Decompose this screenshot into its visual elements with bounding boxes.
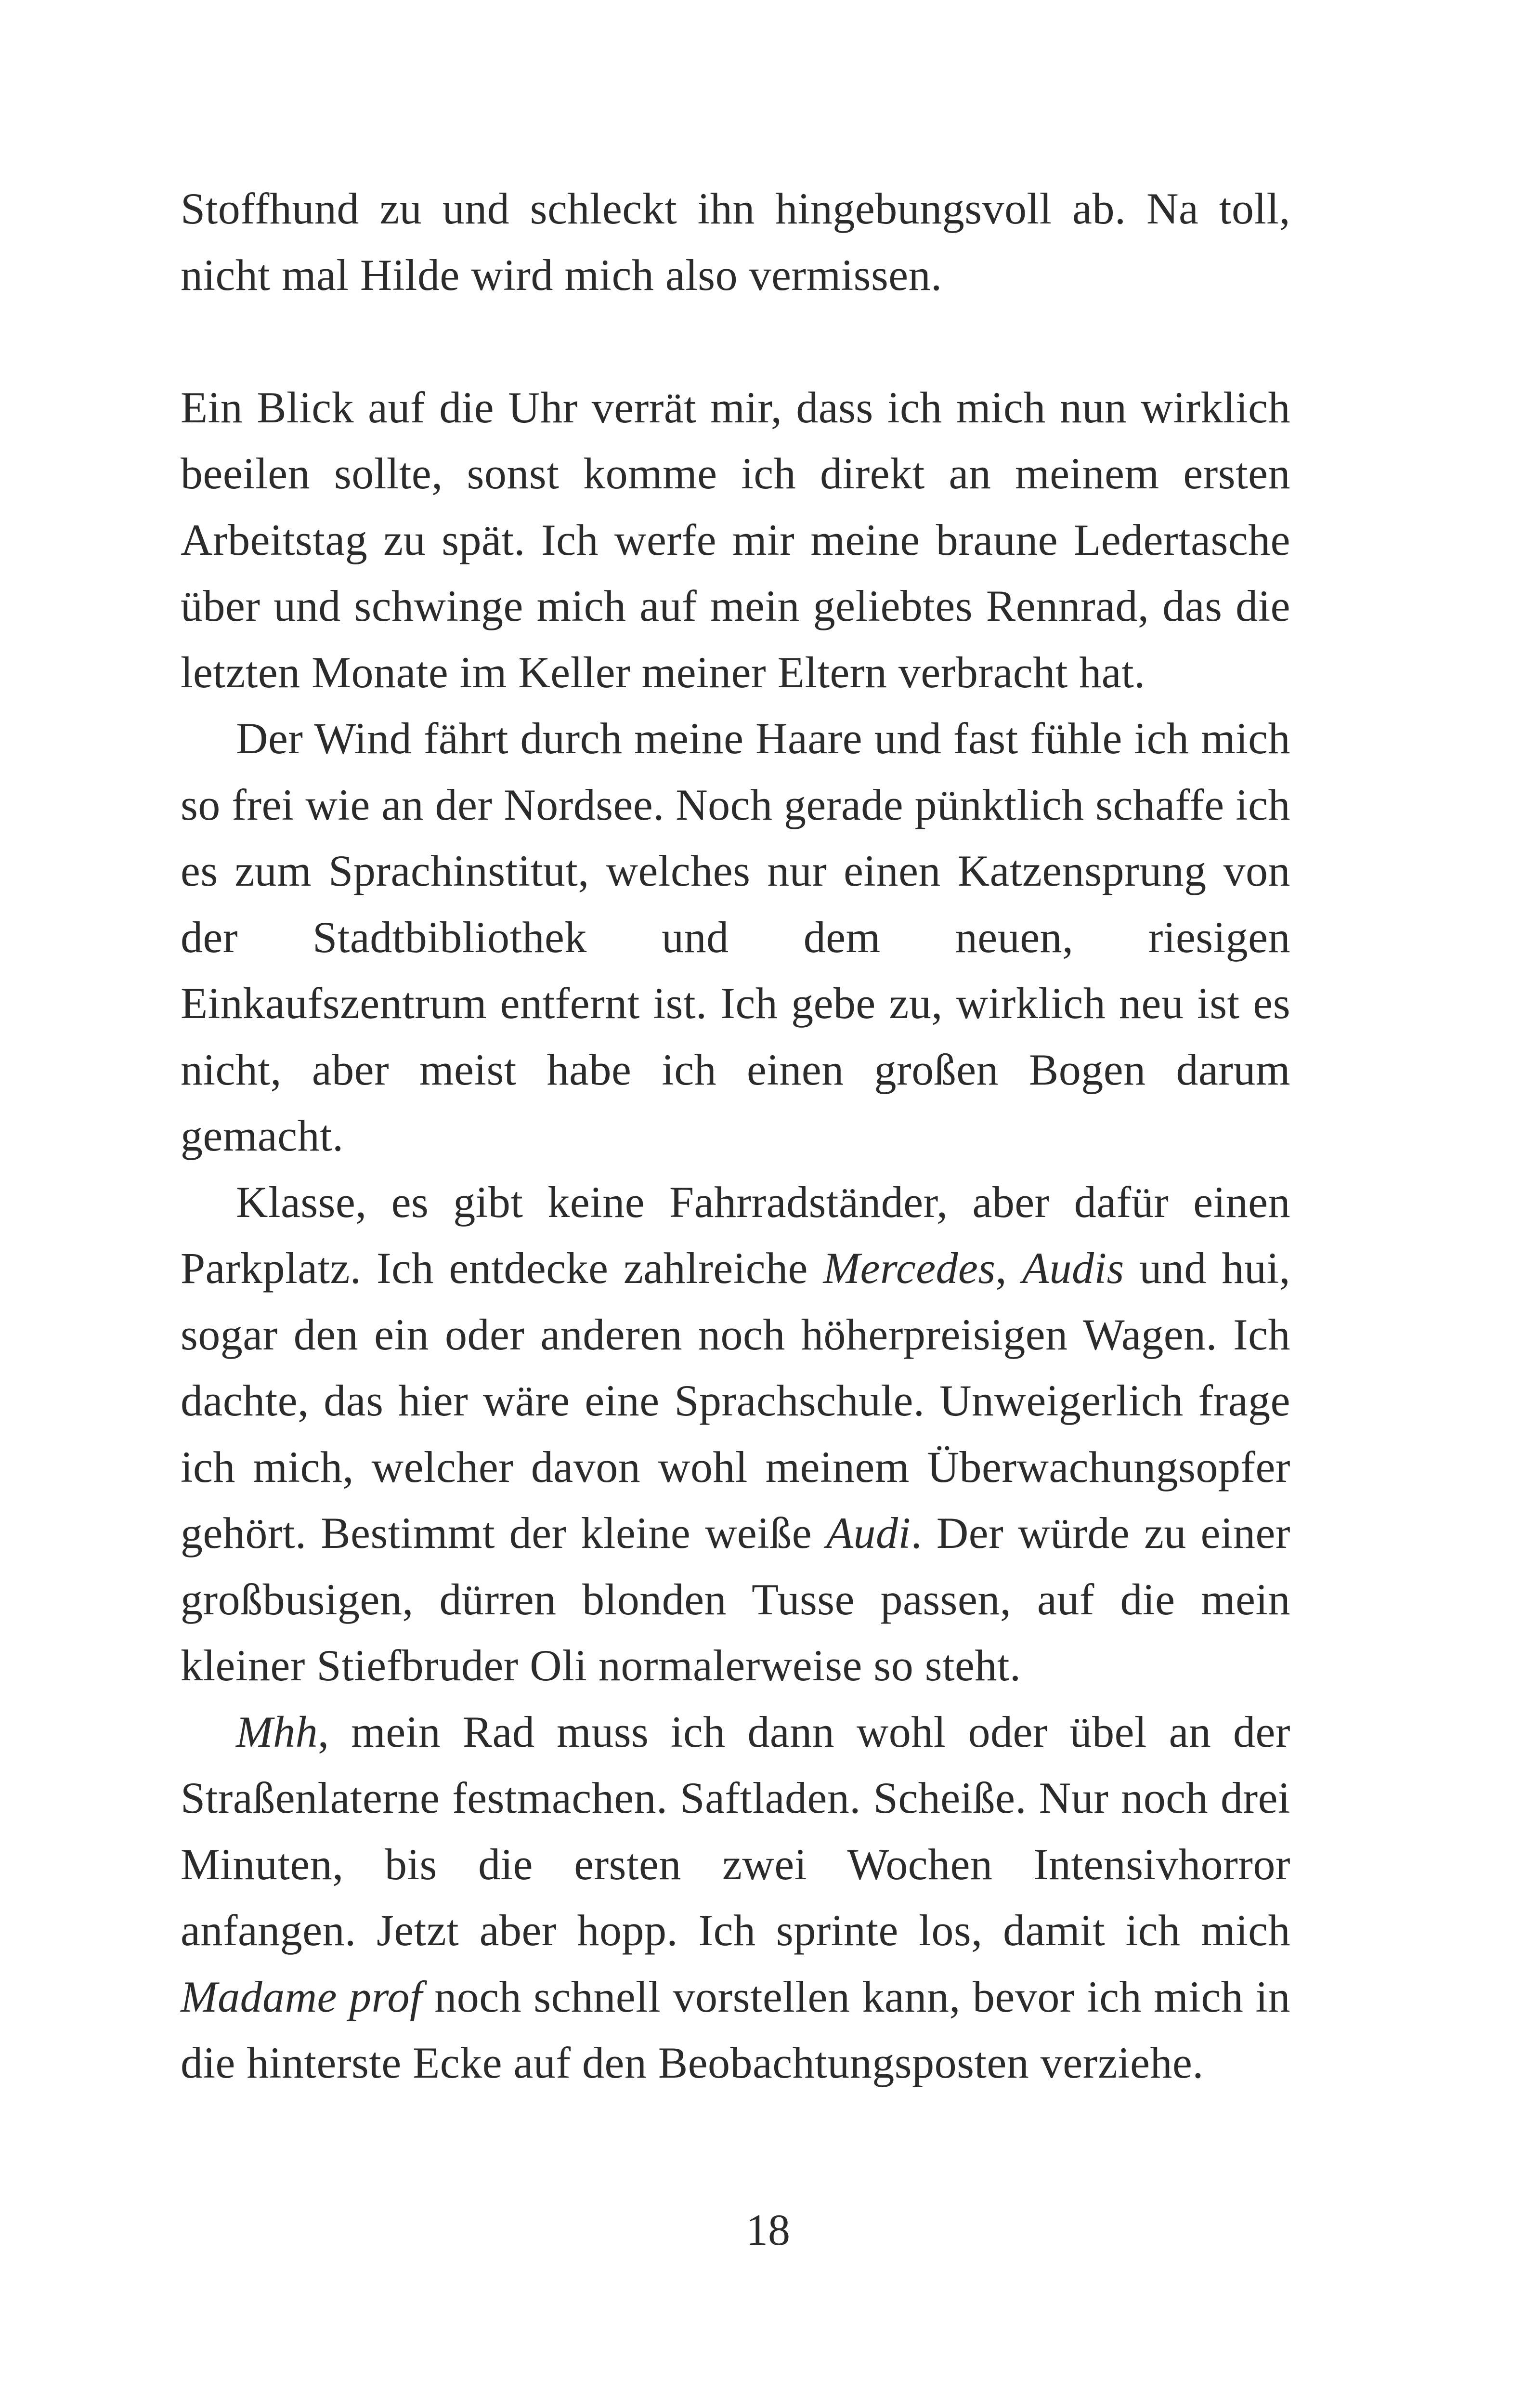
paragraph <box>181 375 1290 706</box>
text-segment: Klasse, es gibt keine Fahrradständer, aber dafür einen Parkplatz. Ich entdecke zahlreiche <box>181 1177 1290 1293</box>
paragraph <box>181 1699 1290 2096</box>
italic-segment: Audi <box>826 1508 911 1557</box>
paragraph <box>181 176 1290 308</box>
text-segment: , mein Rad muss ich dann wohl oder übel an der Straßenlaterne festmachen. Saftladen. Scheiße. Nur noch drei Minuten, bis die ersten zwei Wochen Intensivhorror anfangen. Jetzt aber hopp. Ich sprinte los, damit ich mich <box>181 1707 1290 1955</box>
text-segment: und hui, sogar den ein oder anderen noch höherpreisigen Wagen. Ich dachte, das hier wäre eine Sprachschule. Unweigerlich frage ich mich, welcher davon wohl meinem Überwachungsopfer gehört. Bestimmt der kleine weiße <box>181 1243 1291 1557</box>
text-segment: noch schnell vorstellen kann, bevor ich mich in die hinterste Ecke auf den Beobachtungsposten verziehe. <box>181 1972 1291 2087</box>
text-segment: Ein Blick auf die Uhr verrät mir, dass ich mich nun wirklich beeilen sollte, sonst komme ich direkt an meinem ersten Arbeitstag zu spät. Ich werfe mir meine braune Ledertasche über und schwinge mich auf mein geliebtes Rennrad, das die letzten Monate im Keller meiner Eltern verbracht hat. <box>181 382 1290 697</box>
text-segment: Der Wind fährt durch meine Haare und fast fühle ich mich so frei wie an der Nordsee. Noch gerade pünktlich schaffe ich es zum Sprachinstitut, welches nur einen Katzensprung von der Stadtbibliothek und dem neuen, riesigen Einkaufszentrum entfernt ist. Ich gebe zu, wirklich neu ist es nicht, aber meist habe ich einen großen Bogen darum gemacht. <box>181 714 1290 1160</box>
book-page-body <box>181 176 1290 2096</box>
paragraph <box>181 706 1290 1169</box>
italic-segment: Madame prof <box>181 1972 423 2021</box>
italic-segment: Audis <box>1022 1243 1124 1293</box>
italic-segment: Mhh <box>236 1707 318 1756</box>
page-number: 18 <box>746 2205 790 2254</box>
italic-segment: Mercedes <box>823 1243 996 1293</box>
text-segment: Stoffhund zu und schleckt ihn hingebungsvoll ab. Na toll, nicht mal Hilde wird mich also vermissen. <box>181 184 1290 300</box>
text-segment: , <box>995 1243 1022 1293</box>
paragraph <box>181 1169 1290 1699</box>
text-segment: . Der würde zu einer großbusigen, dürren blonden Tusse passen, auf die mein kleiner Stiefbruder Oli normalerweise so steht. <box>181 1508 1290 1690</box>
